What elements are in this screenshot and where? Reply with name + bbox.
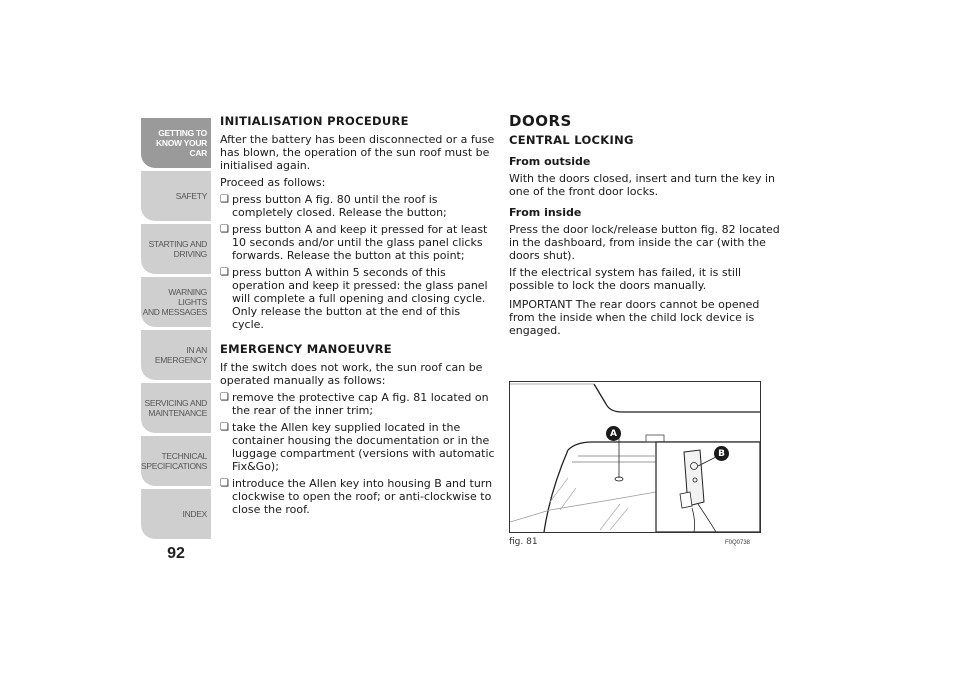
tab-technical-specifications[interactable]: [141, 436, 211, 486]
right-column: [509, 112, 784, 341]
initialisation-intro: After the battery has been disconnected or a fuse has blown, the operation of the sun roof must be initialised again.: [220, 133, 495, 172]
from-outside-heading: From outside: [509, 155, 591, 168]
from-outside-text: With the doors closed, insert and turn the key in one of the front door locks.: [509, 172, 775, 198]
figure-caption: fig. 81: [509, 537, 538, 547]
tab-servicing[interactable]: [141, 383, 211, 433]
init-step-3: ❏ press button A within 5 seconds of this operation and keep it pressed: the glass panel will complete a full opening and closing cycle. Only release the button at the end of this cycle.: [220, 266, 495, 331]
figure-code: F0Q0738: [725, 540, 751, 546]
marker-b-label: B: [718, 448, 725, 459]
init-step-1: ❏ press button A fig. 80 until the roof is completely closed. Release the button;: [220, 193, 495, 219]
chapter-tabs: [141, 118, 211, 542]
figure-81-illustration: [509, 381, 761, 533]
emergency-step-2: ❏ take the Allen key supplied located in the container housing the documentation or in the luggage compartment (versions with automatic Fix&Go);: [220, 421, 495, 473]
tab-label: SAFETY: [175, 191, 207, 201]
tab-starting-and-driving[interactable]: [141, 224, 211, 274]
tab-label: IN AN EMERGENCY: [154, 345, 207, 365]
tab-index[interactable]: [141, 489, 211, 539]
marker-a-label: A: [610, 428, 617, 439]
tab-label: WARNING LIGHTS AND MESSAGES: [142, 287, 207, 317]
tab-safety[interactable]: [141, 171, 211, 221]
from-inside-text: Press the door lock/release button fig. 82 located in the dashboard, from inside the car (with the doors shut).: [509, 223, 780, 262]
tab-getting-to-know-your-car[interactable]: [141, 118, 211, 168]
from-inside-heading: From inside: [509, 206, 582, 219]
init-step-2: ❏ press button A and keep it pressed for at least 10 seconds and/or until the glass panel clicks forwards. Release the button at this point;: [220, 223, 495, 262]
tab-warning-lights[interactable]: [141, 277, 211, 327]
proceed-text: Proceed as follows:: [220, 176, 326, 189]
tab-in-an-emergency[interactable]: [141, 330, 211, 380]
emergency-step-3: ❏ introduce the Allen key into housing B and turn clockwise to open the roof; or anti-clockwise to close the roof.: [220, 477, 495, 516]
tab-label: TECHNICAL SPECIFICATIONS: [140, 451, 207, 471]
initialisation-heading: INITIALISATION PROCEDURE: [220, 114, 409, 128]
marker-a: [606, 426, 621, 441]
emergency-step-1: ❏ remove the protective cap A fig. 81 located on the rear of the inner trim;: [220, 391, 495, 417]
left-column: [220, 115, 495, 520]
tab-label: STARTING AND DRIVING: [148, 239, 207, 259]
emergency-intro: If the switch does not work, the sun roof can be operated manually as follows:: [220, 361, 483, 387]
marker-b: [714, 446, 729, 461]
important-note: IMPORTANT The rear doors cannot be opened from the inside when the child lock device is engaged.: [509, 298, 760, 337]
emergency-heading: EMERGENCY MANOEUVRE: [220, 342, 392, 356]
electrical-failure-text: If the electrical system has failed, it is still possible to lock the doors manually.: [509, 266, 742, 292]
page-number: 92: [167, 545, 185, 562]
central-locking-heading: CENTRAL LOCKING: [509, 133, 634, 147]
tab-label: GETTING TO KNOW YOUR CAR: [156, 128, 207, 158]
doors-title: DOORS: [509, 112, 572, 130]
tab-label: INDEX: [182, 509, 207, 519]
tab-label: SERVICING AND MAINTENANCE: [144, 398, 207, 418]
